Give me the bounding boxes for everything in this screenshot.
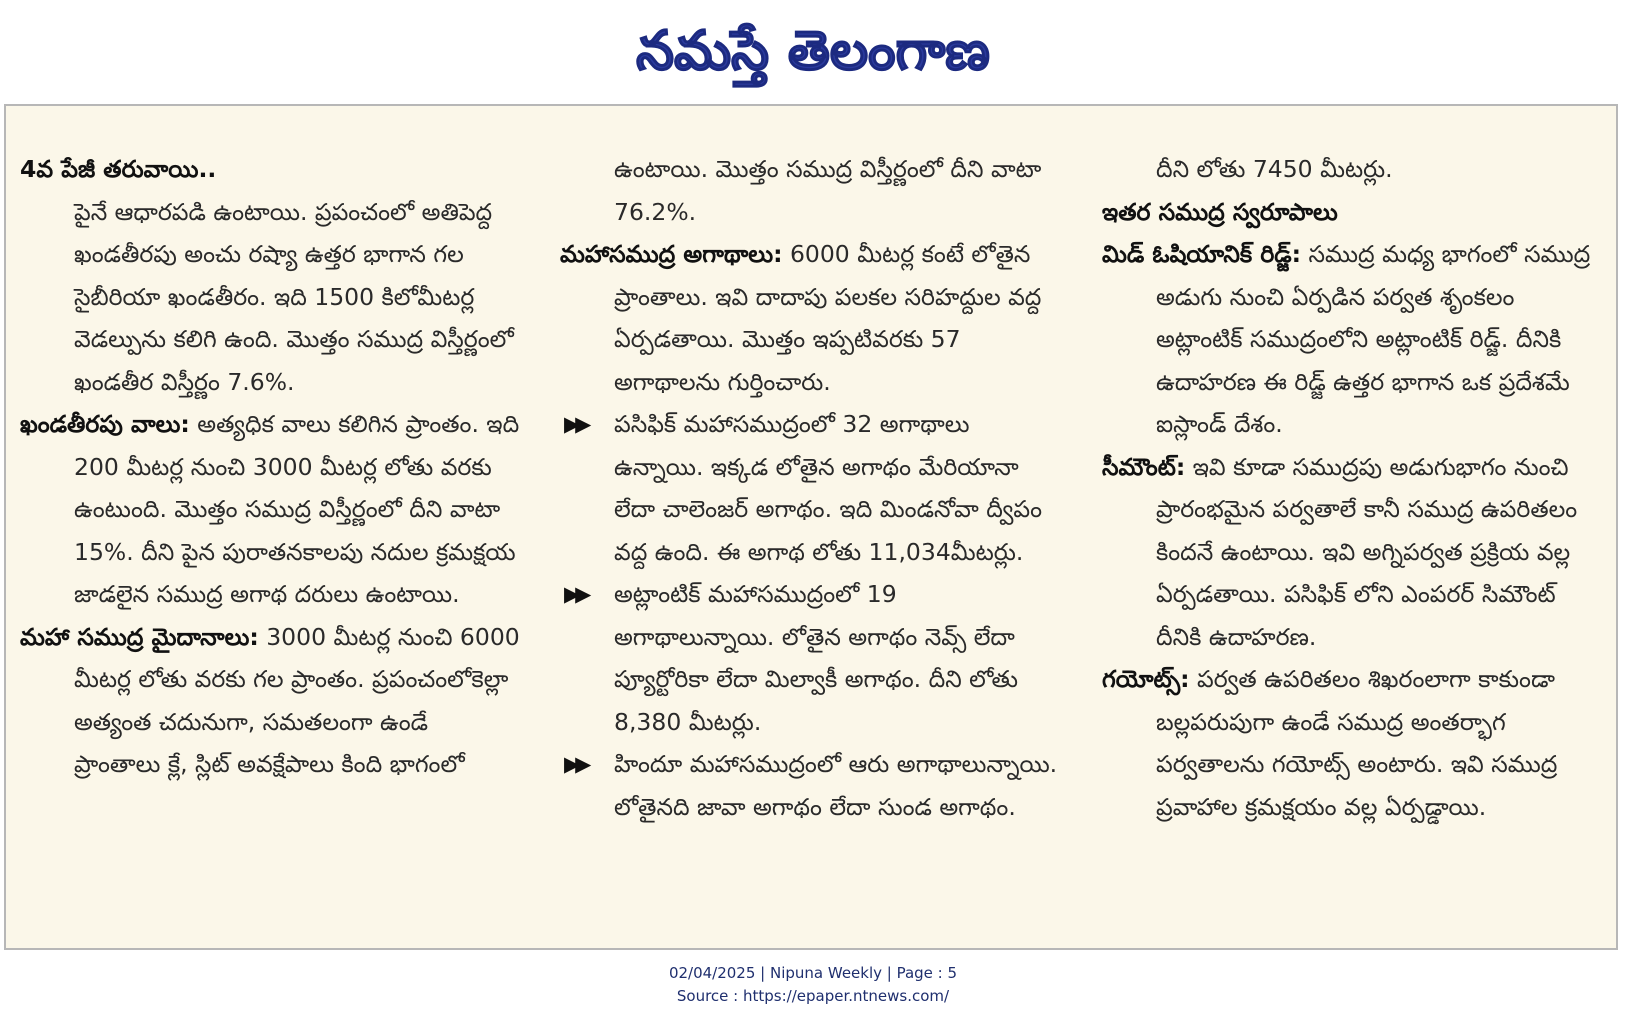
definition-paragraph — [20, 616, 520, 786]
bullet-paragraph — [560, 573, 1060, 743]
definition-body: సముద్ర మధ్య భాగంలో సముద్ర అడుగు నుంచి ఏర్పడిన పర్వత శృంకలం అట్లాంటిక్ సముద్రంలోని అట్లాంటిక్ రిడ్జ్. దీనికి ఉదాహరణ ఈ రిడ్జ్ ఉత్తర భాగాన ఒక ప్రదేశమే ఐస్లాండ్ దేశం. — [1156, 240, 1591, 438]
definition-body: ఇవి కూడా సముద్రపు అడుగుభాగం నుంచి ప్రారంభమైన పర్వతాలే కానీ సముద్ర ఉపరితలం కిందనే ఉంటాయి. ఇవి అగ్నిపర్వత ప్రక్రియ వల్ల ఏర్పడతాయి. పసిఫిక్ లోని ఎంపరర్ సిమౌంట్ దీనికి ఉదాహరణ. — [1156, 452, 1578, 651]
masthead — [0, 0, 1626, 100]
column-2 — [560, 148, 1060, 828]
definition-term: మహా సముద్ర మైదానాలు: — [20, 622, 259, 651]
footer-source-line: Source : https://epaper.ntnews.com/ — [676, 987, 950, 1005]
bullet-text: పసిఫిక్ మహాసముద్రంలో 32 అగాథాలు ఉన్నాయి. ఇక్కడ లోతైన అగాథం మేరియానా లేదా చాలెంజర్ అగాథం. ఇది మిండనోవా ద్వీపం వద్ద ఉంది. ఈ అగాథ లోతు 11,034మీటర్లు. — [614, 410, 1043, 566]
definition-paragraph — [1102, 446, 1596, 659]
section-heading: 4వ పేజీ తరువాయి.. — [20, 155, 217, 183]
definition-paragraph — [1102, 233, 1596, 446]
paragraph-continuation: దీని లోతు 7450 మీటర్లు. — [1156, 155, 1393, 183]
bullet-paragraph — [560, 403, 1060, 573]
definition-paragraph — [560, 233, 1060, 403]
bullet-text: హిందూ మహాసముద్రంలో ఆరు అగాథాలున్నాయి. లోతైనది జావా అగాథం లేదా సుండ అగాథం. — [614, 750, 1058, 821]
double-arrow-bullet-icon: ▶▶ — [564, 582, 587, 606]
definition-term: మిడ్ ఓషియానిక్ రిడ్జ్: — [1102, 240, 1302, 268]
double-arrow-bullet-icon: ▶▶ — [564, 412, 587, 436]
column-1 — [20, 148, 520, 786]
section-heading: ఇతర సముద్ర స్వరూపాలు — [1102, 197, 1338, 226]
double-arrow-bullet-icon: ▶▶ — [564, 752, 587, 776]
footer-date-line: 02/04/2025 | Nipuna Weekly | Page : 5 — [668, 964, 958, 982]
definition-term: సీమౌంట్: — [1102, 452, 1186, 481]
definition-body: 6000 మీటర్ల కంటే లోతైన ప్రాంతాలు. ఇవి దాదాపు పలకల సరిహద్దుల వద్ద ఏర్పడతాయి. మొత్తం ఇప్పటివరకు 57 అగాథాలను గుర్తించారు. — [614, 240, 1042, 396]
definition-term: మహాసముద్ర అగాథాలు: — [560, 240, 783, 268]
definition-paragraph — [1102, 658, 1596, 828]
definition-paragraph — [20, 403, 520, 616]
definition-body: 3000 మీటర్ల నుంచి 6000 మీటర్ల లోతు వరకు గల ప్రాంతం. ప్రపంచంలోకెల్లా అత్యంత చదునుగా, సమతలంగా ఉండే ప్రాంతాలు క్లే, స్లిట్ అవక్షేపాలు కింది భాగంలో — [74, 622, 520, 778]
footer — [0, 962, 1626, 1008]
paragraph-continuation: ఉంటాయి. మొత్తం సముద్ర విస్తీర్ణంలో దీని వాటా 76.2%. — [614, 155, 1042, 226]
definition-term: ఖండతీరపు వాలు: — [20, 410, 190, 438]
bullet-text: అట్లాంటిక్ మహాసముద్రంలో 19 అగాథాలున్నాయి. లోతైన అగాథం నెవ్స్ లేదా ప్యూర్టోరికా లేదా మిల్వాకీ అగాథం. దీని లోతు 8,380 మీటర్లు. — [614, 580, 1018, 736]
newspaper-logo — [613, 7, 1013, 93]
article-clipping — [4, 104, 1618, 950]
column-3 — [1102, 148, 1596, 828]
logo-text: నమస్తే తెలంగాణ — [636, 19, 990, 82]
definition-term: గయోట్స్: — [1102, 665, 1190, 693]
bullet-paragraph — [560, 743, 1060, 828]
definition-body: అత్యధిక వాలు కలిగిన ప్రాంతం. ఇది 200 మీటర్ల నుంచి 3000 మీటర్ల లోతు వరకు ఉంటుంది. మొత్తం సముద్ర విస్తీర్ణంలో దీని వాటా 15%. దీని పైన పురాతనకాలపు నదుల క్రమక్షయ జాడలైన సముద్ర అగాథ దరులు ఉంటాయి. — [74, 410, 520, 608]
paragraph-continuation: పైనే ఆధారపడి ఉంటాయి. ప్రపంచంలో అతిపెద్ద ఖండతీరపు అంచు రష్యా ఉత్తర భాగాన గల సైబీరియా ఖండతీరం. ఇది 1500 కిలోమీటర్ల వెడల్పును కలిగి ఉంది. మొత్తం సముద్ర విస్తీర్ణంలో ఖండతీర విస్తీర్ణం 7.6%. — [74, 197, 514, 396]
definition-body: పర్వత ఉపరితలం శిఖరంలాగా కాకుండా బల్లపరుపుగా ఉండే సముద్ర అంతర్భాగ పర్వతాలను గయోట్స్ అంటారు. ఇవి సముద్ర ప్రవాహాల క్రమక్షయం వల్ల ఏర్పడ్డాయి. — [1156, 665, 1558, 821]
